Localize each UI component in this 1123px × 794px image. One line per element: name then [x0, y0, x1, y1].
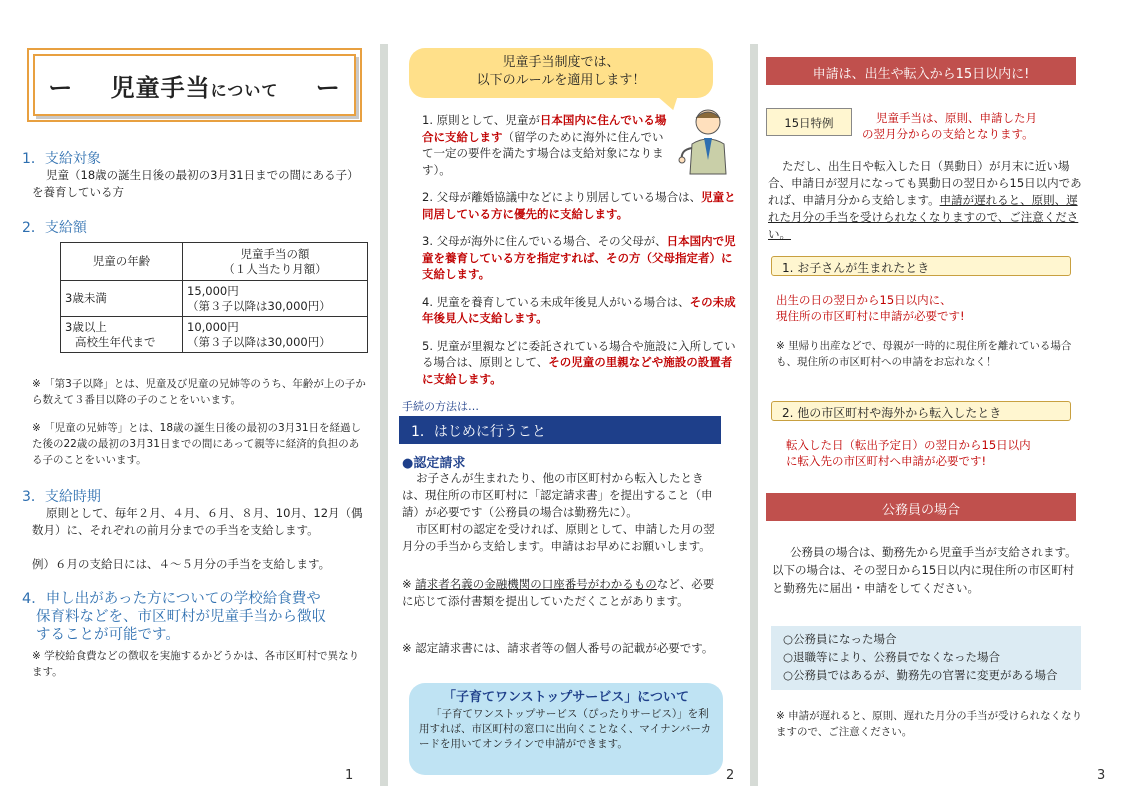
column-divider-1	[380, 44, 388, 786]
table-header-cell: 児童の年齢	[61, 243, 183, 281]
deduction-note: ※ 学校給食費などの徴収を実施するかどうかは、各市区町村で異なります。	[32, 650, 360, 678]
list-item: ○公務員になった場合	[783, 632, 897, 646]
list-item: 3. 父母が海外に住んでいる場合、その父母が、日本国内で児童を養育している方を指定すれば、その方（父母指定者）に支給します。	[422, 234, 736, 281]
note-third-child: ※ 「第3子以降」とは、児童及び児童の兄姉等のうち、年齢が上の子から数えて３番目以降の子のことをいいます。	[32, 378, 366, 406]
table-header-cell: 児童手当の額 （１人当たり月額）	[183, 243, 368, 281]
civil-servant-note: ※ 申請が遅れると、原則、遅れた月分の手当が受けられなくなりますので、ご注意ください。	[776, 710, 1083, 738]
case-birth-label: 1. お子さんが生まれたとき	[771, 256, 1071, 276]
column-divider-2	[750, 44, 758, 786]
table-cell: 3歳未満	[61, 281, 183, 317]
table-cell: 10,000円 （第３子以降は30,000円）	[183, 317, 368, 353]
case-birth-note: ※ 里帰り出産などで、母親が一時的に現住所を離れている場合も、現住所の市区町村への申請をお忘れなく！	[776, 340, 1072, 368]
page-title: ー 児童手当について ー	[48, 73, 341, 102]
one-stop-service-box	[409, 683, 723, 775]
list-item: 5. 児童が里親などに委託されている場合や施設に入所している場合は、原則として、その児童の里親などや施設の設置者に支給します。	[422, 338, 736, 386]
list-item: 4. 児童を養育している未成年後見人がいる場合は、その未成年後見人に支給します。	[422, 294, 736, 325]
list-item: 2. 父母が離婚協議中などにより別居している場合は、児童と同居している方に優先的に支給します。	[422, 190, 736, 221]
page-number: 3	[1097, 768, 1106, 783]
deadline-body: ただし、出生日や転入した日（異動日）が月末に近い場合、申請日が翌月になっても異動日の翌日から15日以内であれば、申請月分から支給します。申請が遅れると、原則、遅れた月分の手当を受けられなくなりますので、ご注意ください。	[768, 159, 1082, 241]
timing-example: 例）６月の支給日には、４～５月分の手当を支給します。	[32, 557, 331, 571]
special-rule-text: 児童手当は、原則、申請した月 の翌月分からの支給となります。	[862, 111, 1037, 141]
list-item: ○公務員ではあるが、勤務先の官署に変更がある場合	[783, 668, 1058, 682]
procedure-label: 手続の方法は…	[402, 400, 479, 413]
civil-servant-body: 公務員の場合は、勤務先から児童手当が支給されます。以下の場合は、その翌日から15日以内に現住所の市区町村と勤務先に届出・申請をしてください。	[772, 545, 1077, 595]
speech-bubble: 児童手当制度では、 以下のルールを適用します！	[409, 48, 713, 98]
section-bar-deadline: 申請は、出生や転入から15日以内に!	[766, 57, 1076, 85]
claim-note-1: ※ 請求者名義の金融機関の口座番号がわかるものなど、必要に応じて添付書類を提出していただくことがあります。	[402, 577, 715, 608]
section-heading-timing: 3．支給時期	[22, 489, 101, 505]
one-stop-service-title: 「子育てワンストップサービス」について	[443, 690, 689, 705]
claim-heading: ●認定請求	[402, 456, 466, 471]
claim-note-2: ※ 認定請求書には、請求者等の個人番号の記載が必要です。	[402, 641, 714, 655]
list-item: 1. 原則として、児童が日本国内に住んでいる場合に支給します（留学のために海外に住んでいて一定の要件を満たす場合は支給対象になります）。	[422, 113, 667, 177]
case-move-label: 2. 他の市区町村や海外から転入したとき	[771, 401, 1071, 421]
section-heading-amount: 2．支給額	[22, 220, 87, 236]
section-bar-first-steps: 1．はじめに行うこと	[399, 416, 721, 444]
case-move-red-text: 転入した日（転出予定日）の翌日から15日以内 に転入先の市区町村へ申請が必要です!	[786, 438, 1031, 468]
eligibility-text: 児童（18歳の誕生日後の最初の3月31日までの間にある子）を養育している方	[32, 168, 359, 199]
section-bar-civil-servants: 公務員の場合	[766, 493, 1076, 521]
note-siblings: ※ 「児童の兄姉等」とは、18歳の誕生日後の最初の3月31日を経過した後の22歳の最初の3月31日までの間にあって親等に経済的負担のある子のことをいいます。	[32, 422, 362, 466]
claim-body-2: 市区町村の認定を受ければ、原則として、申請した月の翌月分の手当から支給します。申請はお早めにお願いします。	[402, 522, 715, 553]
title-frame	[27, 48, 362, 122]
page-number: 1	[345, 768, 354, 783]
table-cell: 15,000円 （第３子以降は30,000円）	[183, 281, 368, 317]
table-row	[61, 317, 368, 353]
claim-body-1: お子さんが生まれたり、他の市区町村から転入したときは、現住所の市区町村に「認定請求書」を提出すること（申請）が必要です（公務員の場合は勤務先に）。	[402, 471, 713, 519]
list-item: ○退職等により、公務員でなくなった場合	[783, 650, 1001, 664]
timing-text: 原則として、毎年２月、４月、６月、８月、10月、12月（偶数月）に、それぞれの前月分までの手当を支給します。	[32, 506, 363, 537]
page-number: 2	[726, 768, 735, 783]
one-stop-service-text: 「子育てワンストップサービス（ぴったりサービス）」を利用すれば、市区町村の窓口に出向くことなく、マイナンバーカードを用いてオンラインで申請ができます。	[419, 708, 712, 750]
table-cell: 3歳以上 高校生年代まで	[61, 317, 183, 353]
special-rule-tag: 15日特例	[766, 108, 852, 136]
section-heading-eligibility: 1．支給対象	[22, 151, 101, 167]
amount-table	[60, 242, 368, 353]
case-birth-red-text: 出生の日の翌日から15日以内に、 現住所の市区町村に申請が必要です!	[776, 293, 965, 323]
table-row	[61, 281, 368, 317]
civil-servant-cases	[771, 626, 1081, 690]
section-heading-deduction: 4．申し出があった方についての学校給食費や 保育料などを、市区町村が児童手当から徴収 することが可能です。	[22, 591, 326, 643]
table-header-row	[61, 243, 368, 281]
rules-list	[422, 112, 738, 398]
